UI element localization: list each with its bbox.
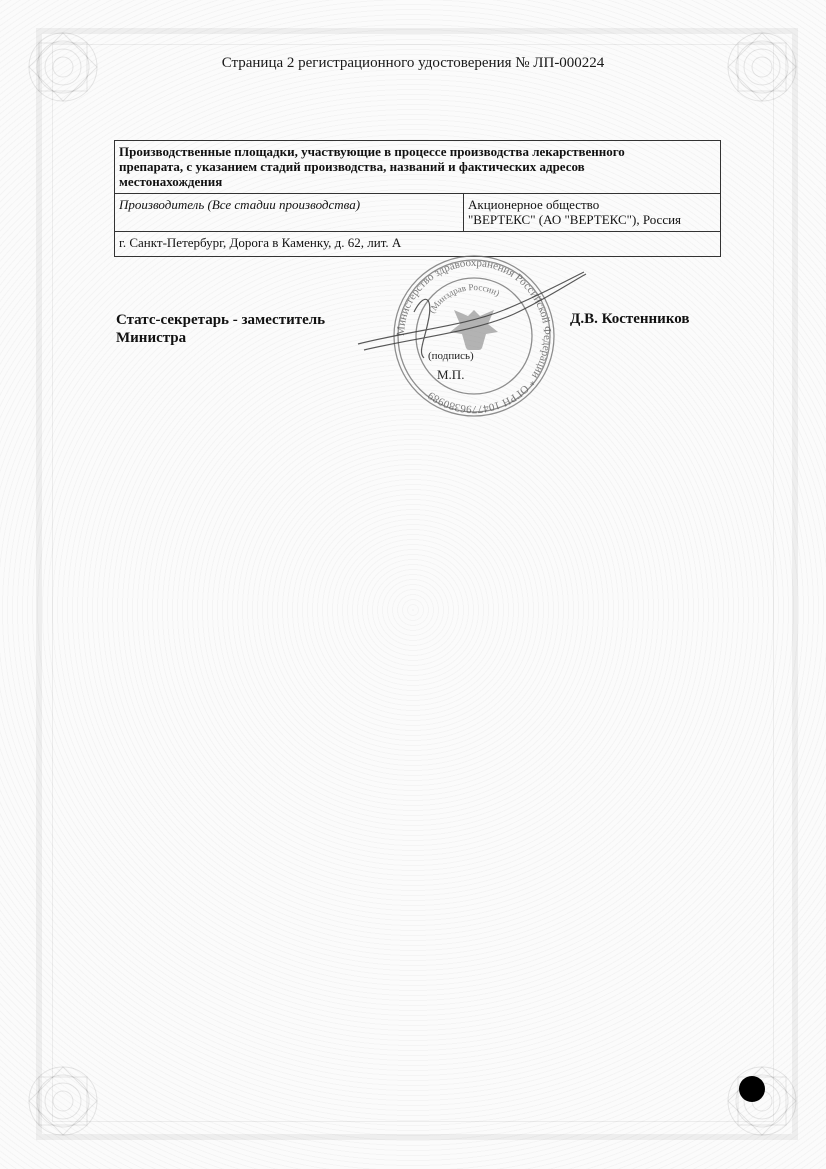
signature-caption: (подпись)	[428, 350, 474, 362]
corner-rosette-icon	[24, 1062, 102, 1140]
manufacturer-company-cell	[464, 194, 721, 232]
eagle-emblem-icon	[450, 310, 498, 350]
table-heading-line: препарата, с указанием стадий производства, названий и фактических адресов	[119, 159, 585, 174]
table-row	[115, 194, 721, 232]
page-title: Страница 2 регистрационного удостоверения № ЛП-000224	[221, 55, 605, 71]
company-line: Акционерное общество	[468, 197, 600, 212]
table-header-cell	[115, 141, 721, 194]
stamp-inner-text: (Минздрав России)	[426, 281, 502, 315]
production-sites-table	[114, 140, 721, 257]
punch-hole	[739, 1076, 765, 1102]
seal-label: М.П.	[437, 367, 465, 382]
signatory-name: Д.В. Костенников	[570, 311, 690, 327]
official-seal-stamp	[354, 252, 594, 422]
table-header-row	[115, 141, 721, 194]
table-heading-line: Производственные площадки, участвующие в процессе производства лекарственного	[119, 144, 625, 159]
signatory-position-line: Статс-секретарь - заместитель	[116, 312, 326, 328]
manufacturer-role-cell: Производитель (Все стадии производства)	[115, 194, 464, 232]
table-heading-line: местонахождения	[119, 174, 223, 189]
corner-rosette-icon	[723, 1062, 801, 1140]
signatory-position-line: Министра	[116, 330, 187, 346]
svg-text:(Минздрав России)	[427, 282, 502, 315]
company-line: "ВЕРТЕКС" (АО "ВЕРТЕКС"), Россия	[468, 212, 682, 227]
manufacturer-address-cell: г. Санкт-Петербург, Дорога в Каменку, д. 62, лит. А	[115, 232, 721, 257]
stamp-ring-text: Министерство здравоохранения Российской Федерации * ОГРН 1047796380989	[394, 256, 554, 416]
signatory-position	[116, 311, 325, 347]
